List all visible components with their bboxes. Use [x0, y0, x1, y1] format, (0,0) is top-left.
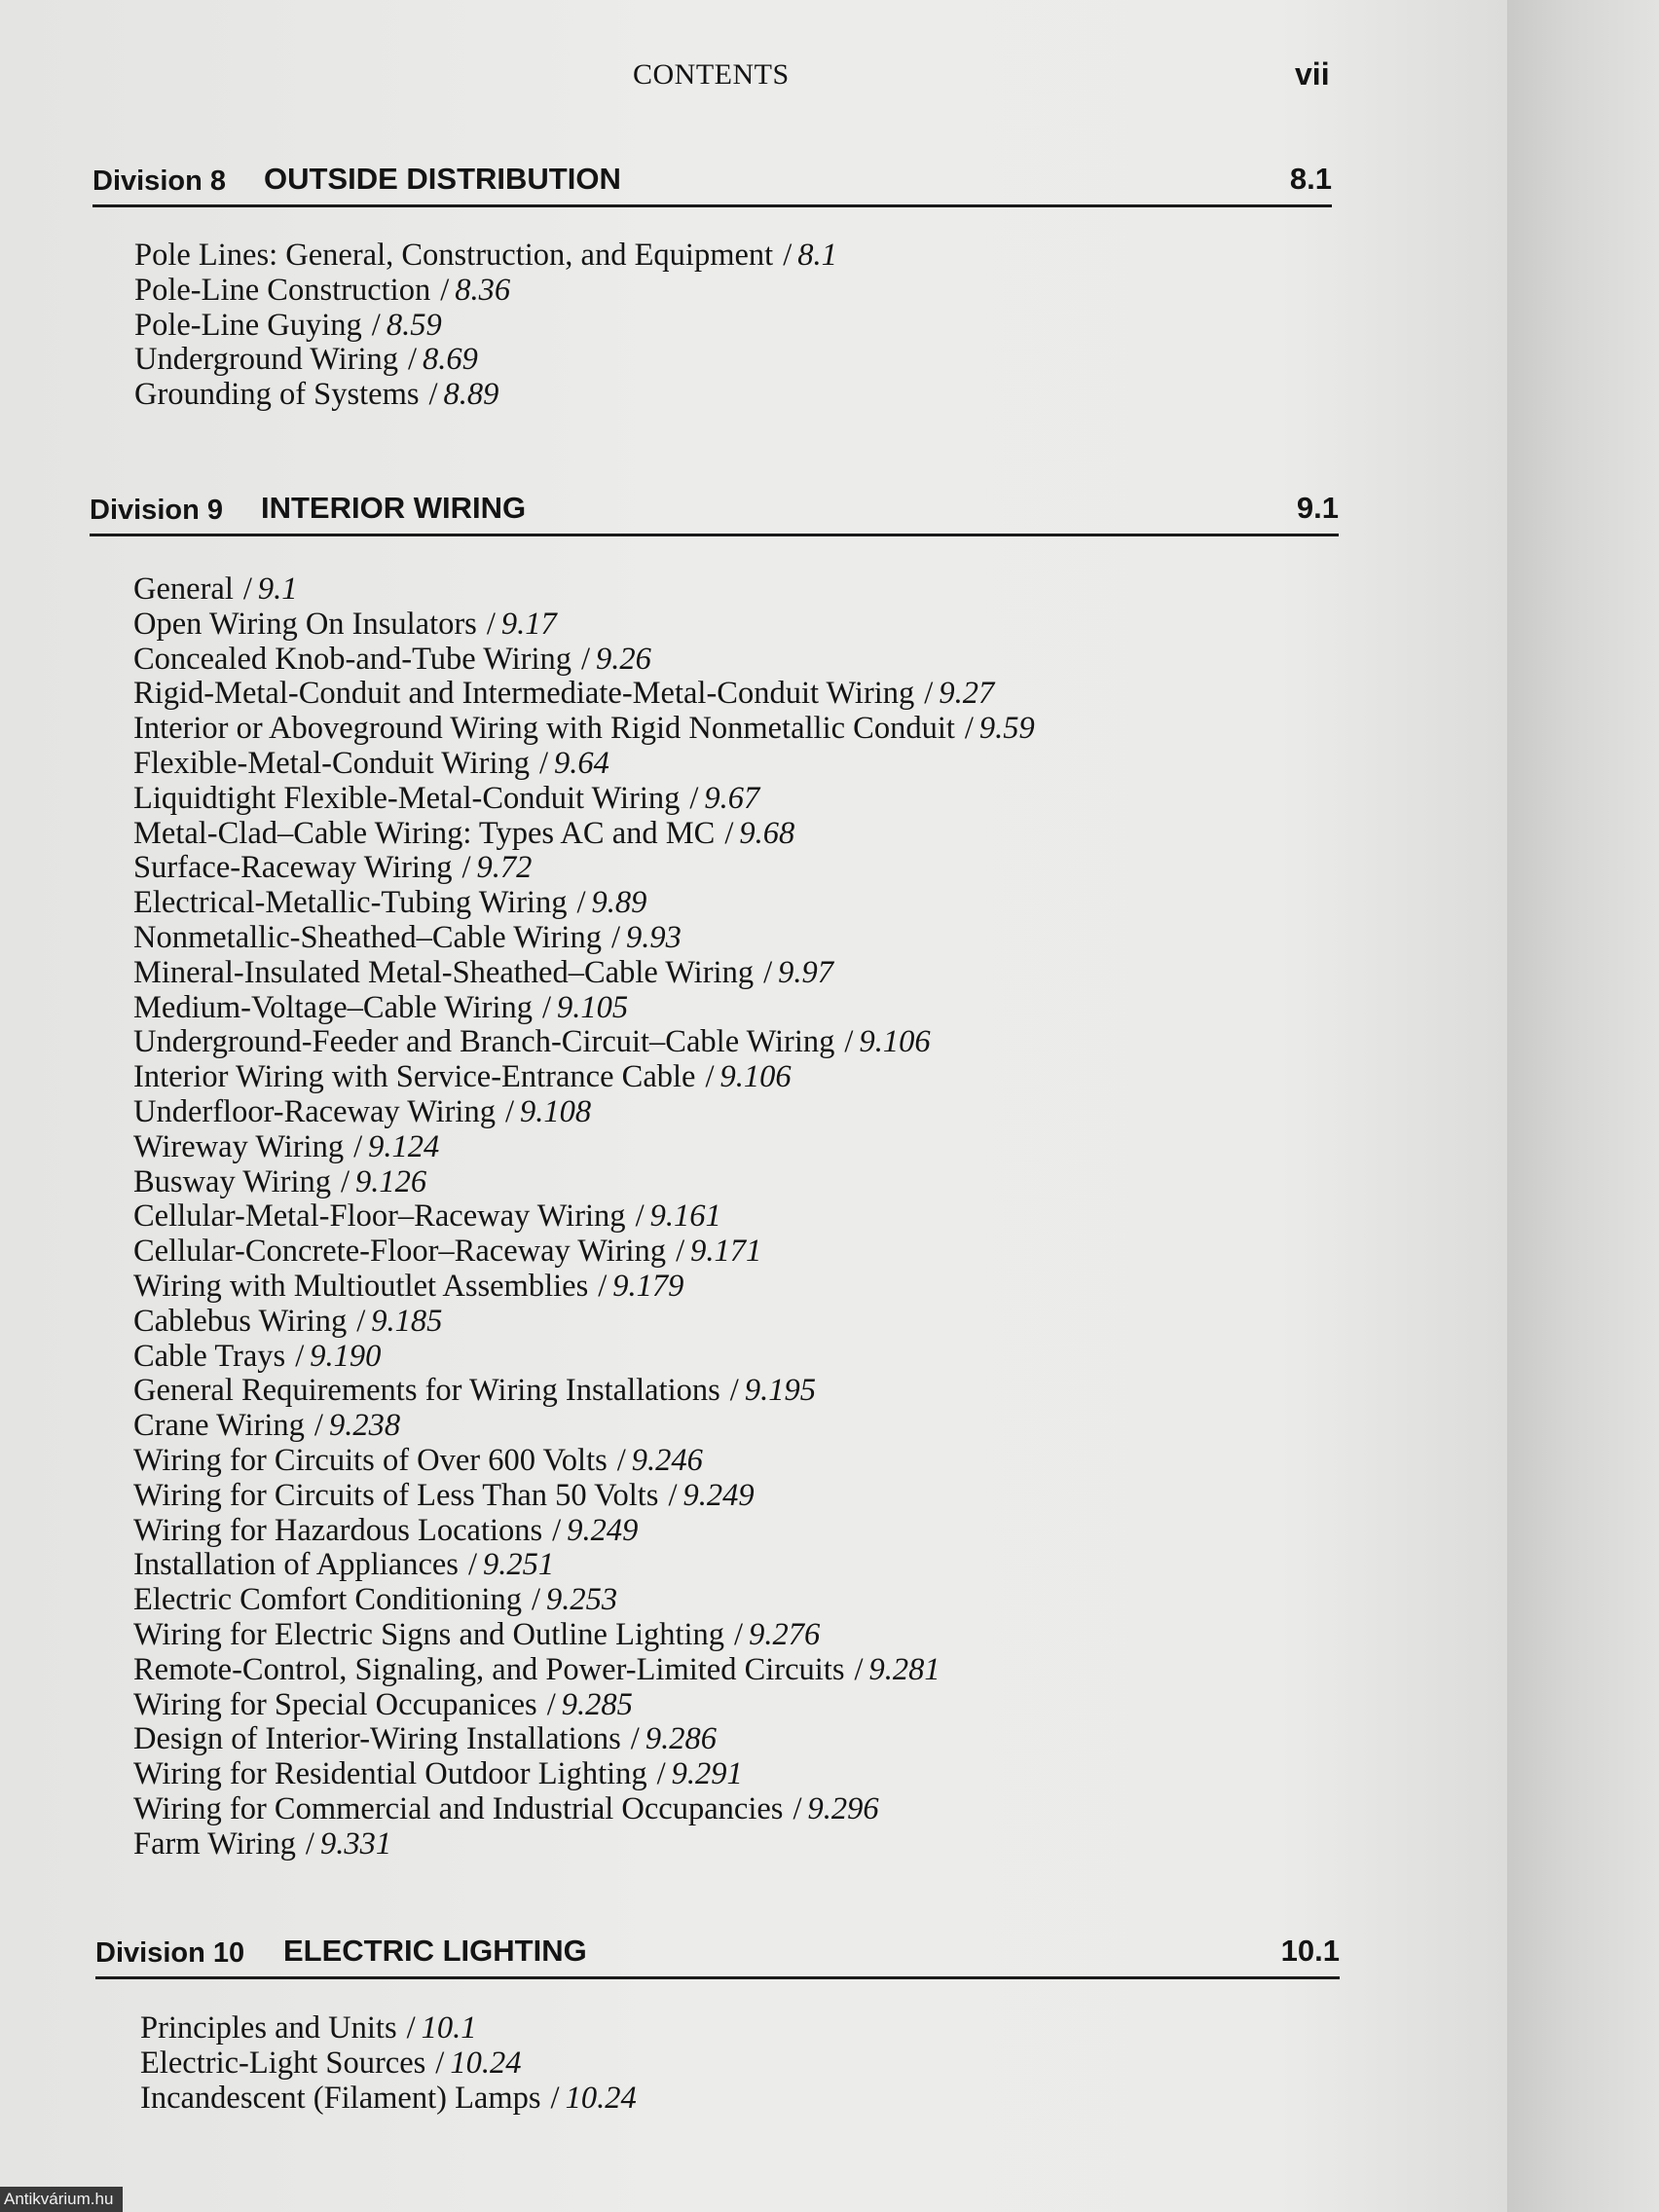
toc-separator: / [734, 1616, 744, 1652]
toc-entry [133, 1444, 1035, 1479]
division-page: 8.1 [1289, 162, 1332, 196]
division-title: INTERIOR WIRING [261, 491, 527, 525]
toc-separator: / [353, 1128, 363, 1164]
toc-entry-page: 9.296 [807, 1790, 879, 1826]
toc-entry [133, 677, 1035, 712]
toc-separator: / [486, 606, 496, 642]
division-label: Division 9 [90, 495, 223, 526]
toc-separator: / [531, 1582, 540, 1618]
division-8-heading [92, 158, 1332, 203]
toc-entry-page: 9.276 [749, 1616, 821, 1652]
facing-page-edge [1507, 0, 1659, 2212]
toc-entry-title: Pole Lines: General, Construction, and Equipment [134, 238, 774, 273]
toc-separator: / [724, 815, 734, 851]
division-rule [90, 534, 1339, 536]
toc-entry-page: 9.286 [645, 1721, 717, 1757]
division-9-entries [133, 572, 1035, 1862]
toc-separator: / [356, 1303, 366, 1339]
toc-separator: / [656, 1756, 666, 1792]
toc-entry-page: 9.106 [859, 1024, 931, 1060]
division-title: OUTSIDE DISTRIBUTION [264, 162, 621, 196]
toc-entry-page: 9.185 [371, 1303, 443, 1339]
toc-separator: / [440, 272, 450, 308]
toc-entry-title: Concealed Knob-and-Tube Wiring [133, 641, 572, 677]
toc-entry [134, 274, 837, 309]
toc-entry [133, 886, 1035, 921]
toc-entry-title: Flexible-Metal-Conduit Wiring [133, 745, 530, 781]
toc-separator: / [793, 1790, 802, 1826]
toc-entry-page: 9.1 [257, 571, 298, 607]
toc-entry-title: Medium-Voltage–Cable Wiring [133, 989, 533, 1025]
toc-separator: / [406, 2010, 416, 2046]
toc-entry-page: 9.27 [939, 676, 995, 712]
toc-entry [133, 1235, 1035, 1270]
toc-entry-page: 9.124 [368, 1128, 440, 1164]
toc-separator: / [295, 1338, 305, 1374]
toc-entry-title: General [133, 571, 234, 607]
toc-entry-page: 8.69 [423, 342, 478, 378]
toc-entry-page: 9.171 [690, 1234, 762, 1270]
toc-separator: / [408, 342, 418, 378]
toc-separator: / [542, 989, 552, 1025]
toc-entry-page: 9.72 [476, 850, 533, 886]
toc-separator: / [689, 780, 699, 816]
toc-entry-title: Wiring for Hazardous Locations [133, 1512, 543, 1548]
toc-separator: / [635, 1198, 645, 1235]
toc-entry-title: Design of Interior-Wiring Installations [133, 1721, 621, 1757]
toc-entry-title: Remote-Control, Signaling, and Power-Limited Circuits [133, 1651, 845, 1687]
toc-separator: / [550, 2080, 560, 2116]
toc-entry-page: 9.291 [671, 1756, 743, 1792]
toc-separator: / [616, 1442, 626, 1478]
division-10-heading [95, 1930, 1340, 1974]
toc-entry-page: 9.97 [778, 954, 833, 990]
toc-entry [133, 817, 1035, 852]
toc-entry-title: Wiring for Commercial and Industrial Occupancies [133, 1790, 784, 1826]
toc-entry-title: Nonmetallic-Sheathed–Cable Wiring [133, 919, 602, 955]
toc-entry-page: 9.26 [596, 641, 651, 677]
toc-entry [133, 1130, 1035, 1165]
toc-separator: / [610, 919, 620, 955]
toc-entry-title: Wiring for Circuits of Over 600 Volts [133, 1442, 608, 1478]
toc-entry-title: Pole-Line Construction [134, 272, 431, 308]
toc-separator: / [924, 676, 934, 712]
division-8-entries [134, 239, 837, 413]
toc-entry [133, 747, 1035, 782]
toc-entry-title: Surface-Raceway Wiring [133, 850, 453, 886]
toc-entry [140, 2011, 637, 2046]
toc-separator: / [305, 1825, 314, 1862]
toc-entry-title: Underground-Feeder and Branch-Circuit–Cable Wiring [133, 1024, 835, 1060]
toc-entry-title: Metal-Clad–Cable Wiring: Types AC and MC [133, 815, 716, 851]
division-label: Division 10 [95, 1937, 245, 1969]
division-9-heading [90, 487, 1339, 532]
toc-entry-page: 9.105 [557, 989, 629, 1025]
toc-entry-page: 9.246 [631, 1442, 703, 1478]
toc-entry-page: 10.1 [421, 2010, 477, 2046]
toc-separator: / [341, 1163, 350, 1199]
toc-entry [133, 1618, 1035, 1653]
toc-separator: / [581, 641, 591, 677]
running-head [0, 58, 1507, 97]
toc-entry-title: Crane Wiring [133, 1408, 305, 1444]
toc-entry [133, 991, 1035, 1026]
toc-entry-page: 9.108 [520, 1093, 592, 1129]
toc-entry-page: 9.161 [649, 1198, 721, 1235]
toc-entry-title: Wiring for Residential Outdoor Lighting [133, 1756, 647, 1792]
toc-separator: / [844, 1024, 854, 1060]
toc-entry [133, 1340, 1035, 1375]
toc-entry-title: Principles and Units [140, 2010, 397, 2046]
toc-entry-page: 9.59 [978, 711, 1035, 747]
toc-entry [133, 1722, 1035, 1757]
toc-separator: / [729, 1373, 739, 1409]
toc-entry-title: Liquidtight Flexible-Metal-Conduit Wiring [133, 780, 681, 816]
toc-entry-page: 8.1 [797, 238, 837, 273]
toc-entry-page: 9.190 [310, 1338, 382, 1374]
toc-separator: / [668, 1477, 678, 1513]
toc-entry-page: 9.195 [744, 1373, 816, 1409]
toc-entry-page: 9.64 [554, 745, 609, 781]
toc-entry-page: 9.238 [328, 1408, 401, 1444]
toc-separator: / [552, 1512, 562, 1548]
toc-entry-page: 8.89 [443, 377, 499, 413]
toc-entry-title: Mineral-Insulated Metal-Sheathed–Cable Wiring [133, 954, 755, 990]
toc-entry-page: 10.24 [450, 2045, 522, 2081]
toc-entry-page: 10.24 [565, 2080, 637, 2116]
toc-entry-page: 9.93 [625, 919, 682, 955]
division-10-entries [140, 2011, 637, 2116]
toc-entry [133, 1060, 1035, 1095]
toc-entry-page: 9.106 [719, 1059, 792, 1095]
toc-entry-title: Interior Wiring with Service-Entrance Cable [133, 1059, 696, 1095]
toc-entry [133, 1165, 1035, 1200]
toc-entry [133, 1583, 1035, 1618]
toc-entry-title: Open Wiring On Insulators [133, 606, 477, 642]
toc-entry-page: 9.281 [868, 1651, 940, 1687]
toc-entry-title: Farm Wiring [133, 1825, 296, 1862]
toc-entry [133, 851, 1035, 886]
toc-separator: / [371, 307, 381, 343]
toc-entry-page: 9.17 [500, 606, 557, 642]
toc-entry-title: Interior or Aboveground Wiring with Rigid Nonmetallic Conduit [133, 711, 955, 747]
toc-separator: / [313, 1408, 323, 1444]
toc-entry-page: 9.126 [355, 1163, 427, 1199]
toc-entry-page: 9.253 [546, 1582, 618, 1618]
toc-entry [133, 1199, 1035, 1235]
toc-entry [134, 343, 837, 378]
toc-separator: / [467, 1547, 477, 1583]
toc-entry-title: Wiring for Circuits of Less Than 50 Volts [133, 1477, 659, 1513]
toc-separator: / [461, 850, 471, 886]
toc-entry [133, 712, 1035, 747]
toc-entry [133, 1025, 1035, 1060]
toc-separator: / [964, 711, 974, 747]
toc-entry-title: Cellular-Concrete-Floor–Raceway Wiring [133, 1234, 667, 1270]
toc-entry-title: Pole-Line Guying [134, 307, 362, 343]
toc-separator: / [504, 1093, 514, 1129]
toc-entry-title: Wiring for Electric Signs and Outline Lighting [133, 1616, 725, 1652]
toc-entry [133, 1095, 1035, 1130]
toc-separator: / [242, 571, 252, 607]
toc-separator: / [783, 238, 793, 273]
toc-entry-page: 9.249 [567, 1512, 639, 1548]
division-title: ELECTRIC LIGHTING [283, 1934, 587, 1968]
toc-separator: / [428, 377, 438, 413]
toc-entry-page: 9.285 [561, 1686, 633, 1722]
toc-entry-title: Electric-Light Sources [140, 2045, 426, 2081]
division-rule [95, 1976, 1340, 1979]
toc-entry-title: Wiring with Multioutlet Assemblies [133, 1268, 589, 1304]
toc-separator: / [598, 1268, 608, 1304]
toc-entry [133, 1374, 1035, 1409]
toc-entry [133, 1409, 1035, 1444]
toc-entry-page: 9.89 [591, 885, 647, 921]
toc-entry [133, 1479, 1035, 1514]
division-label: Division 8 [92, 166, 226, 197]
toc-entry-page: 9.331 [319, 1825, 392, 1862]
toc-entry-title: Cablebus Wiring [133, 1303, 348, 1339]
toc-entry [133, 608, 1035, 643]
toc-separator: / [546, 1686, 556, 1722]
toc-entry-page: 9.179 [612, 1268, 684, 1304]
toc-entry [133, 572, 1035, 608]
toc-separator: / [539, 745, 549, 781]
toc-separator: / [630, 1721, 640, 1757]
toc-entry-page: 9.68 [739, 815, 795, 851]
toc-entry-title: Busway Wiring [133, 1163, 332, 1199]
toc-entry [134, 309, 837, 344]
toc-entry-page: 8.59 [386, 307, 442, 343]
toc-entry-title: Electrical-Metallic-Tubing Wiring [133, 885, 568, 921]
division-rule [92, 204, 1332, 207]
toc-entry [133, 1827, 1035, 1862]
toc-entry-page: 9.249 [682, 1477, 755, 1513]
toc-entry [133, 956, 1035, 991]
toc-entry [133, 1514, 1035, 1549]
toc-entry [133, 643, 1035, 678]
toc-entry-title: General Requirements for Wiring Installations [133, 1373, 720, 1409]
running-head-page-number: vii [1295, 56, 1330, 92]
watermark-stamp: Antikvárium.hu [0, 2187, 123, 2212]
toc-entry-title: Incandescent (Filament) Lamps [140, 2080, 541, 2116]
toc-separator: / [576, 885, 586, 921]
toc-separator: / [705, 1059, 715, 1095]
toc-entry-page: 9.251 [482, 1547, 555, 1583]
toc-entry-title: Cellular-Metal-Floor–Raceway Wiring [133, 1198, 626, 1235]
toc-entry [133, 1305, 1035, 1340]
toc-entry-title: Underground Wiring [134, 342, 398, 378]
toc-entry [140, 2046, 637, 2082]
division-page: 9.1 [1296, 491, 1339, 525]
division-page: 10.1 [1280, 1934, 1340, 1968]
running-head-title: CONTENTS [633, 58, 790, 91]
toc-entry-title: Electric Comfort Conditioning [133, 1582, 522, 1618]
toc-entry [140, 2082, 637, 2117]
toc-entry-title: Wireway Wiring [133, 1128, 345, 1164]
toc-entry-title: Cable Trays [133, 1338, 286, 1374]
toc-entry [133, 1270, 1035, 1305]
toc-separator: / [676, 1234, 685, 1270]
toc-entry [133, 1653, 1035, 1688]
toc-entry [133, 921, 1035, 956]
toc-entry [133, 1548, 1035, 1583]
toc-entry [133, 1757, 1035, 1792]
toc-separator: / [763, 954, 773, 990]
toc-entry [134, 378, 837, 413]
toc-separator: / [854, 1651, 864, 1687]
toc-entry-title: Underfloor-Raceway Wiring [133, 1093, 496, 1129]
toc-entry [133, 1688, 1035, 1723]
toc-entry [133, 782, 1035, 817]
toc-entry-title: Grounding of Systems [134, 377, 420, 413]
toc-entry [134, 239, 837, 274]
toc-entry-title: Wiring for Special Occupanices [133, 1686, 537, 1722]
toc-entry [133, 1792, 1035, 1827]
toc-entry-page: 9.67 [704, 780, 760, 816]
toc-separator: / [435, 2045, 445, 2081]
toc-entry-title: Installation of Appliances [133, 1547, 459, 1583]
toc-entry-title: Rigid-Metal-Conduit and Intermediate-Metal-Conduit Wiring [133, 676, 915, 712]
toc-entry-page: 8.36 [455, 272, 511, 308]
